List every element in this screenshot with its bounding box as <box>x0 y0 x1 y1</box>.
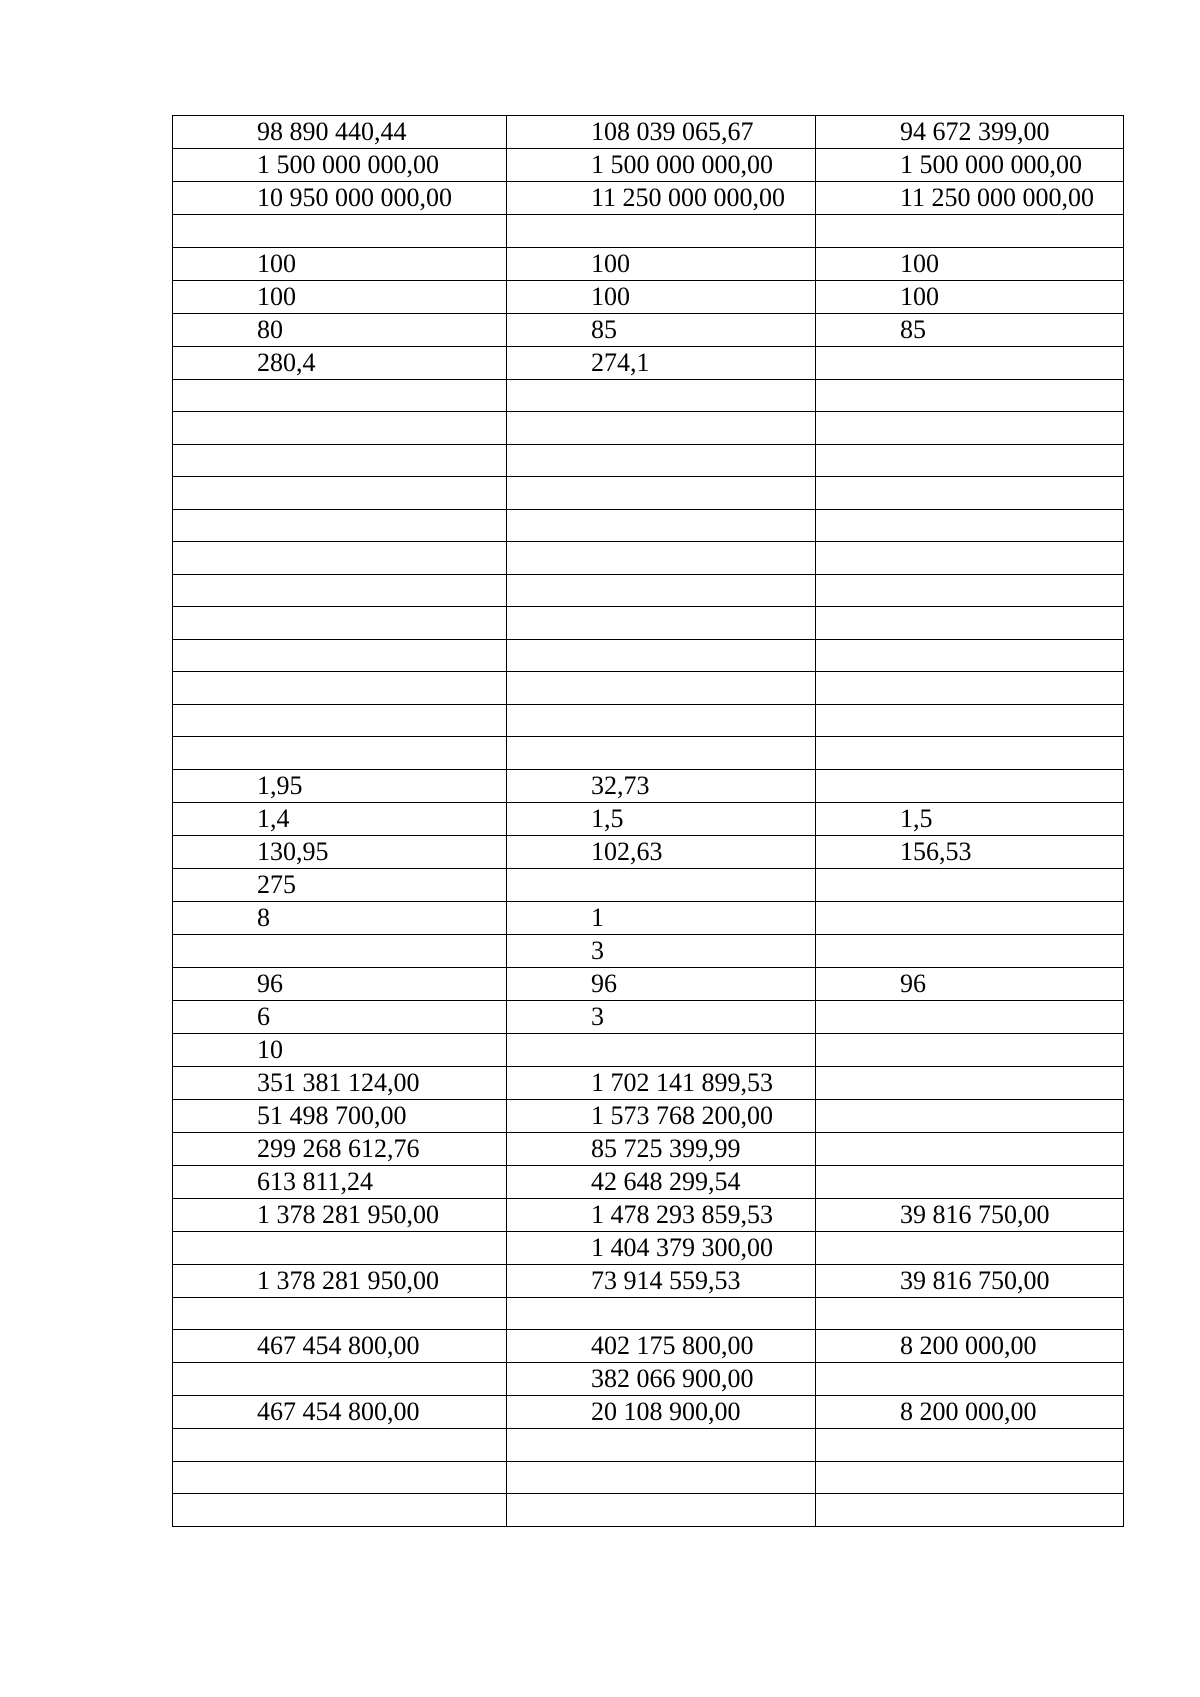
table-row <box>173 769 1124 802</box>
table-cell: 96 <box>507 967 816 1000</box>
table-row <box>173 1461 1124 1494</box>
table-cell <box>507 704 816 737</box>
table-cell <box>816 868 1124 901</box>
table-cell: 100 <box>507 280 816 313</box>
table-row <box>173 1297 1124 1330</box>
table-cell: 382 066 900,00 <box>507 1363 816 1396</box>
table-row <box>173 737 1124 770</box>
table-row <box>173 1198 1124 1231</box>
table-cell <box>816 1461 1124 1494</box>
table-cell <box>173 1494 507 1527</box>
table-cell <box>816 215 1124 248</box>
table-cell: 613 811,24 <box>173 1165 507 1198</box>
table-cell: 1 500 000 000,00 <box>173 149 507 182</box>
table-cell: 102,63 <box>507 835 816 868</box>
table-row <box>173 346 1124 379</box>
table-cell <box>507 509 816 542</box>
table-cell: 467 454 800,00 <box>173 1330 507 1363</box>
table-cell: 11 250 000 000,00 <box>507 182 816 215</box>
table-cell <box>816 1231 1124 1264</box>
table-cell <box>507 542 816 575</box>
table-cell: 100 <box>507 247 816 280</box>
table-row <box>173 509 1124 542</box>
table-cell <box>816 672 1124 705</box>
table-cell <box>816 1494 1124 1527</box>
table-cell: 1 378 281 950,00 <box>173 1198 507 1231</box>
table-cell <box>173 1461 507 1494</box>
table-cell: 1,4 <box>173 802 507 835</box>
table-cell: 1,5 <box>816 802 1124 835</box>
table-row <box>173 1066 1124 1099</box>
table-row <box>173 1494 1124 1527</box>
table-row <box>173 379 1124 412</box>
table-cell: 73 914 559,53 <box>507 1264 816 1297</box>
table-row <box>173 116 1124 149</box>
table-row <box>173 182 1124 215</box>
table-cell <box>816 574 1124 607</box>
table-cell: 32,73 <box>507 769 816 802</box>
table-cell <box>173 1231 507 1264</box>
table-cell: 39 816 750,00 <box>816 1198 1124 1231</box>
table-cell <box>507 868 816 901</box>
table-row <box>173 607 1124 640</box>
table-cell <box>173 1363 507 1396</box>
table-row <box>173 1363 1124 1396</box>
table-cell <box>816 1297 1124 1330</box>
table-row <box>173 247 1124 280</box>
table-cell <box>507 444 816 477</box>
table-row <box>173 802 1124 835</box>
table-row <box>173 1330 1124 1363</box>
table-row <box>173 835 1124 868</box>
table-cell: 8 200 000,00 <box>816 1396 1124 1429</box>
table-row <box>173 542 1124 575</box>
table-cell: 11 250 000 000,00 <box>816 182 1124 215</box>
table-cell: 6 <box>173 1000 507 1033</box>
table-cell <box>816 934 1124 967</box>
table-cell <box>816 509 1124 542</box>
table-cell: 85 725 399,99 <box>507 1132 816 1165</box>
table-cell: 42 648 299,54 <box>507 1165 816 1198</box>
table-cell <box>173 672 507 705</box>
table-cell: 130,95 <box>173 835 507 868</box>
table-cell: 108 039 065,67 <box>507 116 816 149</box>
table-cell: 100 <box>173 247 507 280</box>
table-row <box>173 1231 1124 1264</box>
table-body <box>173 116 1124 1527</box>
table-cell: 1 500 000 000,00 <box>507 149 816 182</box>
table-cell: 80 <box>173 313 507 346</box>
table-cell <box>816 639 1124 672</box>
table-row <box>173 1396 1124 1429</box>
table-row <box>173 1429 1124 1462</box>
table-cell: 351 381 124,00 <box>173 1066 507 1099</box>
table-cell: 8 <box>173 901 507 934</box>
table-cell <box>173 704 507 737</box>
table-cell: 85 <box>507 313 816 346</box>
table-cell <box>173 639 507 672</box>
table-cell <box>507 215 816 248</box>
table-cell <box>507 1429 816 1462</box>
table-cell: 1,5 <box>507 802 816 835</box>
table-row <box>173 1264 1124 1297</box>
table-cell <box>173 607 507 640</box>
table-cell: 10 950 000 000,00 <box>173 182 507 215</box>
table-cell <box>507 737 816 770</box>
data-table <box>172 115 1124 1527</box>
table-cell <box>507 574 816 607</box>
table-cell <box>816 1363 1124 1396</box>
table-cell <box>816 1066 1124 1099</box>
table-cell: 467 454 800,00 <box>173 1396 507 1429</box>
table-row <box>173 444 1124 477</box>
table-cell <box>507 639 816 672</box>
table-cell: 51 498 700,00 <box>173 1099 507 1132</box>
table-row <box>173 280 1124 313</box>
table-cell: 1 702 141 899,53 <box>507 1066 816 1099</box>
table-cell <box>816 1132 1124 1165</box>
table-cell: 100 <box>173 280 507 313</box>
table-cell <box>816 379 1124 412</box>
table-cell <box>173 412 507 445</box>
table-cell <box>173 1429 507 1462</box>
table-row <box>173 1099 1124 1132</box>
table-cell: 96 <box>816 967 1124 1000</box>
table-cell: 94 672 399,00 <box>816 116 1124 149</box>
table-cell: 20 108 900,00 <box>507 1396 816 1429</box>
table-cell <box>507 412 816 445</box>
table-row <box>173 215 1124 248</box>
table-cell <box>173 477 507 510</box>
table-cell <box>816 1429 1124 1462</box>
table-row <box>173 1132 1124 1165</box>
table-cell <box>173 379 507 412</box>
table-cell: 275 <box>173 868 507 901</box>
table-cell <box>816 444 1124 477</box>
table-cell: 100 <box>816 280 1124 313</box>
table-cell <box>173 509 507 542</box>
table-cell: 402 175 800,00 <box>507 1330 816 1363</box>
table-cell: 156,53 <box>816 835 1124 868</box>
table-cell: 1 573 768 200,00 <box>507 1099 816 1132</box>
table-row <box>173 967 1124 1000</box>
table-cell <box>507 379 816 412</box>
table-cell <box>816 704 1124 737</box>
table-cell: 100 <box>816 247 1124 280</box>
table-cell <box>173 737 507 770</box>
table-cell <box>173 444 507 477</box>
table-row <box>173 313 1124 346</box>
table-cell <box>173 542 507 575</box>
table-cell <box>816 769 1124 802</box>
table-cell <box>816 737 1124 770</box>
table-cell <box>507 607 816 640</box>
table-row <box>173 672 1124 705</box>
table-cell: 8 200 000,00 <box>816 1330 1124 1363</box>
table-cell: 96 <box>173 967 507 1000</box>
table-cell: 3 <box>507 1000 816 1033</box>
table-cell <box>816 346 1124 379</box>
table-cell <box>816 542 1124 575</box>
table-cell: 274,1 <box>507 346 816 379</box>
table-cell: 1 378 281 950,00 <box>173 1264 507 1297</box>
table-cell: 10 <box>173 1033 507 1066</box>
table-cell: 1 404 379 300,00 <box>507 1231 816 1264</box>
table-cell: 280,4 <box>173 346 507 379</box>
table-cell: 1 <box>507 901 816 934</box>
table-cell <box>507 672 816 705</box>
table-cell <box>816 1033 1124 1066</box>
table-cell <box>816 901 1124 934</box>
table-row <box>173 868 1124 901</box>
table-cell: 299 268 612,76 <box>173 1132 507 1165</box>
table-row <box>173 1165 1124 1198</box>
table-row <box>173 412 1124 445</box>
table-row <box>173 477 1124 510</box>
table-cell: 1,95 <box>173 769 507 802</box>
table-cell <box>816 1099 1124 1132</box>
table-row <box>173 704 1124 737</box>
table-cell <box>507 477 816 510</box>
table-row <box>173 1000 1124 1033</box>
table-cell: 85 <box>816 313 1124 346</box>
table-row <box>173 574 1124 607</box>
table-cell: 1 478 293 859,53 <box>507 1198 816 1231</box>
table-cell <box>816 607 1124 640</box>
table-cell <box>507 1297 816 1330</box>
table-cell <box>507 1494 816 1527</box>
table-cell <box>507 1461 816 1494</box>
table-cell: 3 <box>507 934 816 967</box>
table-cell <box>173 215 507 248</box>
table-cell <box>816 477 1124 510</box>
table-cell <box>816 1000 1124 1033</box>
table-cell <box>816 412 1124 445</box>
table-cell <box>507 1033 816 1066</box>
table-cell: 1 500 000 000,00 <box>816 149 1124 182</box>
table-row <box>173 901 1124 934</box>
table-row <box>173 149 1124 182</box>
table-cell: 98 890 440,44 <box>173 116 507 149</box>
table-row <box>173 1033 1124 1066</box>
table-cell <box>173 1297 507 1330</box>
table-cell <box>173 574 507 607</box>
table-cell: 39 816 750,00 <box>816 1264 1124 1297</box>
table-cell <box>816 1165 1124 1198</box>
table-row <box>173 639 1124 672</box>
table-row <box>173 934 1124 967</box>
table-cell <box>173 934 507 967</box>
